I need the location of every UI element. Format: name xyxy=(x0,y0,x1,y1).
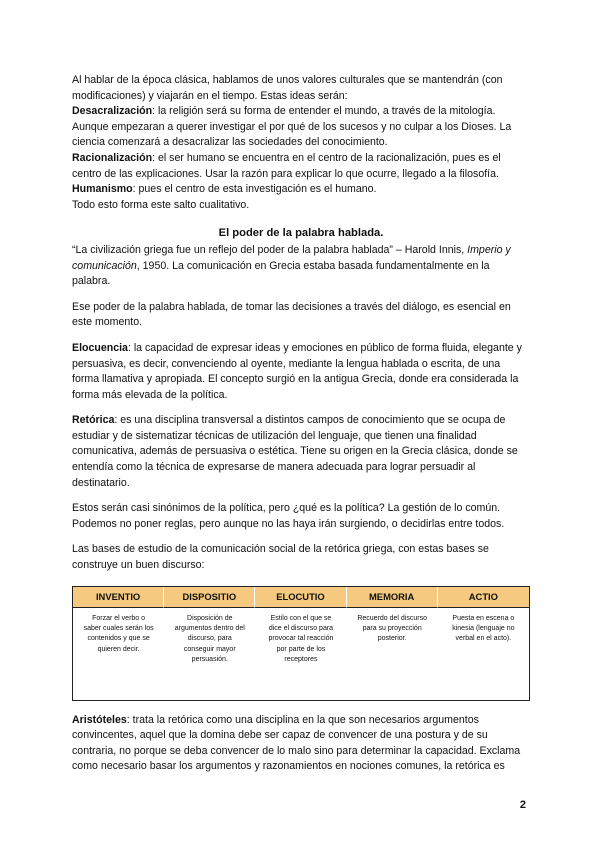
document-page xyxy=(72,73,530,775)
aristoteles-text: : trata la retórica como una disciplina en la que son necesarios argumentos convincentes, aquel que la domina debe ser capaz de convencer de una postura y de su contraria, no porque se deba convencer de lo malo sino para determinar la capacidad. Exclama como necesario basar los argumentos y razonamientos en nociones comunes, la retórica es xyxy=(72,713,521,773)
term-humanismo: Humanismo xyxy=(72,183,133,196)
cell-inventio: Forzar el verbo o saber cuales serán los contenidos y que se quieren decir. xyxy=(83,614,154,653)
table-header-row xyxy=(73,587,529,608)
humanismo-text: : pues el centro de esta investigación es el humano. xyxy=(132,183,377,196)
quote-after-text: , 1950. La comunicación en Grecia estaba basada fundamentalmente en la palabra. xyxy=(72,259,490,288)
humanismo-paragraph xyxy=(72,182,530,198)
bases-paragraph: Las bases de estudio de la comunicación social de la retórica griega, con estas bases se construye un buen discurso: xyxy=(72,543,489,572)
politica-paragraph: Estos serán casi sinónimos de la política, pero ¿qué es la política? La gestión de lo común. Podemos no poner reglas, pero aunque no las haya irán surgiendo, o decidirlas entre todos. xyxy=(72,502,505,530)
racionalizacion-text: : el ser humano se encuentra en el centro de la racionalización, pues es el centro de las explicaciones. Usar la razón para explicar lo que ocurre, llegado a la filosofía. xyxy=(72,151,501,180)
elocuencia-text: : la capacidad de expresar ideas y emociones en público de forma fluida, elegante y persuasiva, es decir, convenciendo al oyente, mediante la lengua hablada o escrita, de una forma llamativa y apropiada. El concepto surgió en la antigua Grecia, donde era considerada la forma más elevada de la política. xyxy=(72,341,522,401)
desacralizacion-text: : la religión será su forma de entender el mundo, a través de la mitología. Aunque empezaran a querer investigar el por qué de los sucesos y no culpar a los Dioses. La ciencia comenzará a desacralizar las sociedades del conocimiento. xyxy=(72,105,512,149)
cell-dispositio: Disposición de argumentos dentro del discurso, para conseguir mayor persuasión. xyxy=(174,614,245,663)
desacralizacion-paragraph xyxy=(72,104,530,151)
quote-paragraph xyxy=(72,243,530,290)
elocuencia-paragraph xyxy=(72,341,530,403)
retorica-paragraph xyxy=(72,413,530,491)
poder-paragraph: Ese poder de la palabra hablada, de tomar las decisiones a través del diálogo, es esencial en este momento. xyxy=(72,300,511,329)
header-actio: ACTIO xyxy=(438,587,529,608)
retorica-text: : es una disciplina transversal a distintos campos de conocimiento que se ocupa de estudiar y de sistematizar técnicas de utilización del lenguaje, que tienen una finalidad comunicativa, además de persuasiva o estética. Tiene su origen en la Grecia clásica, donde se entendía como la técnica de expresarse de manera adecuada para lograr persuadir al destinatario. xyxy=(72,414,518,489)
header-memoria: MEMORIA xyxy=(347,587,438,608)
table-row xyxy=(73,608,529,700)
quote-text: “La civilización griega fue un reflejo del poder de la palabra hablada” – Harold Innis, xyxy=(72,243,468,256)
header-inventio: INVENTIO xyxy=(73,587,164,608)
cell-memoria: Recuerdo del discurso para su proyección posterior. xyxy=(357,614,427,643)
aristoteles-paragraph xyxy=(72,713,530,775)
term-desacralizacion: Desacralización xyxy=(72,105,153,118)
closing-paragraph: Todo esto forma este salto cualitativo. xyxy=(72,198,250,211)
section-heading: El poder de la palabra hablada. xyxy=(218,227,384,240)
header-dispositio: DISPOSITIO xyxy=(164,587,255,608)
header-elocutio: ELOCUTIO xyxy=(255,587,346,608)
term-aristoteles: Aristóteles xyxy=(72,713,127,726)
cell-actio: Puesta en escena o kinesia (lenguaje no verbal en el acto). xyxy=(452,614,515,643)
cell-elocutio: Estilo con el que se dice el discurso para provocar tal reacción por parte de los receptores xyxy=(268,614,334,663)
racionalizacion-paragraph xyxy=(72,151,530,182)
intro-paragraph: Al hablar de la época clásica, hablamos de unos valores culturales que se mantendrán (con modificaciones) y viajarán en el tiempo. Estas ideas serán: xyxy=(72,74,503,102)
term-racionalizacion: Racionalización xyxy=(72,151,153,164)
page-number: 2 xyxy=(519,799,526,811)
term-retorica: Retórica xyxy=(72,414,115,427)
rhetoric-canons-table xyxy=(72,586,530,701)
term-elocuencia: Elocuencia xyxy=(72,341,128,354)
book-title: Imperio y comunicación xyxy=(72,243,511,272)
